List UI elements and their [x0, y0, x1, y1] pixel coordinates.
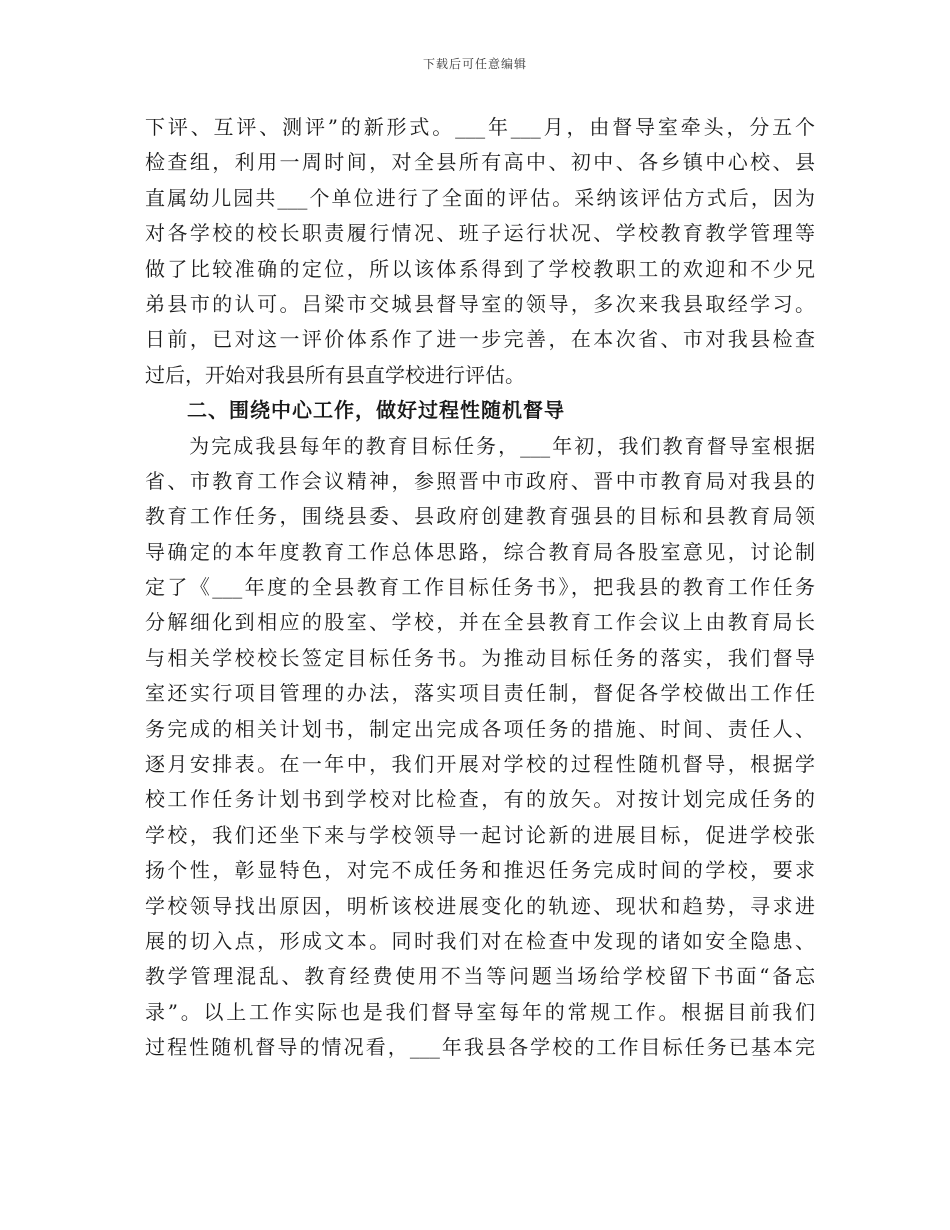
text-line: 学校，我们还坐下来与学校领导一起讨论新的进展目标，促进学校张 — [145, 822, 815, 847]
text-line: 为完成我县每年的教育目标任务，___年初，我们教育督导室根据 — [145, 433, 815, 458]
text-line: 直属幼儿园共___个单位进行了全面的评估。采纳该评估方式后，因为 — [145, 185, 815, 210]
text-line: 室还实行项目管理的办法，落实项目责任制，督促各学校做出工作任 — [145, 681, 815, 706]
text-line: 与相关学校校长签定目标任务书。为推动目标任务的落实，我们督导 — [145, 645, 815, 670]
document-body — [145, 110, 815, 1066]
text-line: 录”。以上工作实际也是我们督导室每年的常规工作。根据目前我们 — [145, 999, 815, 1024]
text-line: 展的切入点，形成文本。同时我们对在检查中发现的诸如安全隐患、 — [145, 928, 815, 953]
text-line: 弟县市的认可。吕梁市交城县督导室的领导，多次来我县取经学习。 — [145, 291, 815, 316]
text-line: 导确定的本年度教育工作总体思路，综合教育局各股室意见，讨论制 — [145, 539, 815, 564]
text-line: 逐月安排表。在一年中，我们开展对学校的过程性随机督导，根据学 — [145, 752, 815, 777]
paragraph-process-supervision — [145, 429, 815, 1066]
text-line: 检查组，利用一周时间，对全县所有高中、初中、各乡镇中心校、县 — [145, 150, 815, 175]
page-header: 下载后可任意编辑 — [422, 57, 527, 71]
text-line: 定了《___年度的全县教育工作目标任务书》，把我县的教育工作任务 — [145, 575, 815, 600]
text-line: 学校领导找出原因，明析该校进展变化的轨迹、现状和趋势，寻求进 — [145, 893, 815, 918]
text-line: 下评、互评、测评”的新形式。___年___月，由督导室牵头，分五个 — [145, 115, 815, 139]
text-line: 过后，开始对我县所有县直学校进行评估。 — [145, 362, 525, 387]
text-line: 分解细化到相应的股室、学校，并在全县教育工作会议上由教育局长 — [145, 610, 815, 635]
paragraph-evaluation-system — [145, 110, 815, 393]
text-line: 对各学校的校长职责履行情况、班子运行状况、学校教育教学管理等 — [145, 221, 815, 246]
text-line: 做了比较准确的定位，所以该体系得到了学校教职工的欢迎和不少兄 — [145, 256, 815, 281]
text-line: 校工作任务计划书到学校对比检查，有的放矢。对按计划完成任务的 — [145, 787, 815, 812]
text-line: 省、市教育工作会议精神，参照晋中市政府、晋中市教育局对我县的 — [145, 468, 815, 493]
text-line: 务完成的相关计划书，制定出完成各项任务的措施、时间、责任人、 — [145, 716, 815, 741]
text-line: 扬个性，彰显特色，对完不成任务和推迟任务完成时间的学校，要求 — [145, 858, 815, 883]
text-line: 教育工作任务，围绕县委、县政府创建教育强县的目标和县教育局领 — [145, 504, 815, 529]
section-heading: 二、围绕中心工作，做好过程性随机督导 — [187, 398, 565, 423]
text-line: 日前，已对这一评价体系作了进一步完善，在本次省、市对我县检查 — [145, 327, 815, 352]
text-line: 过程性随机督导的情况看，___年我县各学校的工作目标任务已基本完 — [145, 1035, 815, 1060]
text-line: 教学管理混乱、教育经费使用不当等问题当场给学校留下书面“备忘 — [145, 964, 815, 989]
